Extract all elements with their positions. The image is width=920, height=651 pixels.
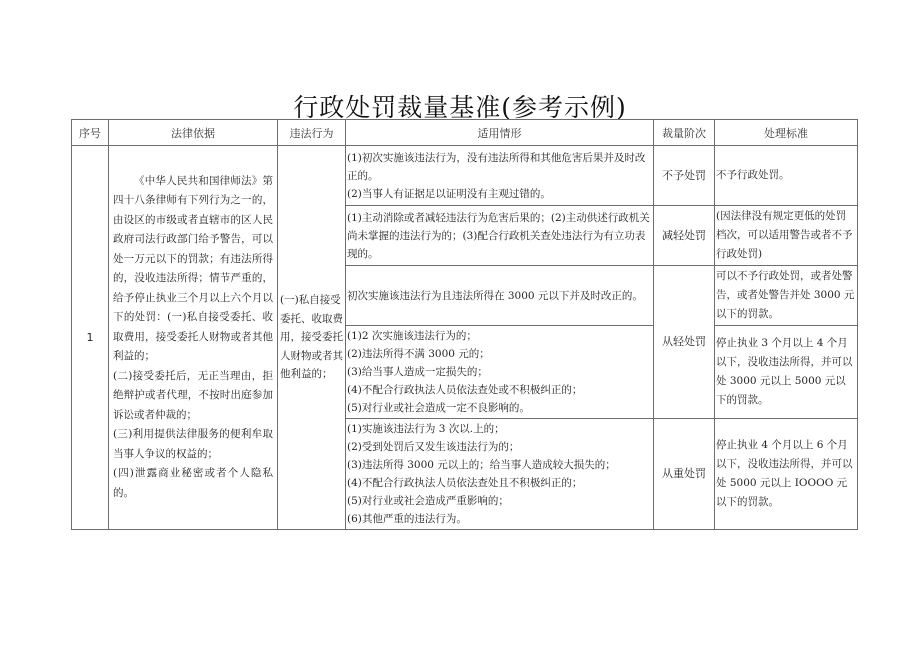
situation-item: (1)初次实施该违法行为，没有违法所得和其他危害后果并及时改正的。	[347, 151, 646, 182]
situation-cell: 初次实施该违法行为且违法所得在 3000 元以下并及时改正的。	[346, 266, 654, 326]
discretion-level-no-penalty: 不予处罚	[654, 146, 715, 206]
discretion-level-aggravated: 从重处罚	[654, 419, 715, 530]
standard-cell: (因法律没有规定更低的处罚档次，可以适用警告或者不予行政处罚)	[715, 206, 858, 266]
standard-cell: 停止执业 3 个月以上 4 个月以下，没收违法所得，并可以处 3000 元以上 5000 元以下的罚款。	[715, 326, 858, 419]
situation-item: (6)其他严重的违法行为。	[347, 513, 467, 525]
discretion-level-mitigated: 减轻处罚	[654, 206, 715, 266]
situation-item: (4)不配合行政执法人员依法查处或不积极纠正的；	[347, 384, 583, 396]
document-title: 行政处罚裁量基准(参考示例)	[293, 93, 627, 122]
standard-cell: 不予行政处罚。	[715, 146, 858, 206]
standard-cell: 停止执业 4 个月以上 6 个月以下，没收违法所得，并可以处 5000 元以上 IOOOO 元以下的罚款。	[715, 419, 858, 530]
situation-item: (3)给当事人造成一定损失的；	[347, 366, 488, 378]
situation-item: (2)受到处罚后又发生该违法行为的；	[347, 441, 520, 453]
header-handling-standard: 处理标准	[715, 120, 858, 146]
situation-cell	[346, 146, 654, 206]
legal-basis-intro: 《中华人民共和国律师法》第四十八条律师有下列行为之一的，由设区的市级或者直辖市的区人民政府司法行政部门给予警告，可以处一万元以下的罚款；有违法所得的，没收违法所得；情节严重的，给予停止执业三个月以上六个月以下的处罚：(一)私自接受委托、收取费用，接受委托人财物或者其他利益的；	[113, 174, 273, 363]
header-violation: 违法行为	[278, 120, 346, 146]
situation-item: (2)当事人有证据足以证明没有主观过错的。	[347, 187, 551, 200]
situation-item: (3)违法所得 3000 元以上的；给当事人造成较大损失的；	[347, 459, 616, 471]
table-header-row	[72, 120, 858, 146]
header-applicable-situation: 适用情形	[346, 120, 654, 146]
header-serial-number: 序号	[72, 120, 109, 146]
violation-cell: (一)私自接受委托、收取费用，接受委托人财物或者其他利益的；	[278, 146, 346, 530]
penalty-discretion-table	[71, 119, 858, 530]
header-discretion-level: 裁量阶次	[654, 120, 715, 146]
situation-cell	[346, 419, 654, 530]
serial-number-cell: 1	[72, 146, 109, 530]
situation-cell	[346, 326, 654, 419]
situation-item: (5)对行业或社会造成一定不良影响的。	[347, 402, 530, 414]
situation-cell: (1)主动消除或者减轻违法行为危害后果的；(2)主动供述行政机关尚未掌握的违法行为的；(3)配合行政机关查处违法行为有立功表现的。	[346, 206, 654, 266]
situation-item: (5)对行业或社会造成严重影响的；	[347, 495, 509, 507]
situation-item: (1)实施该违法行为 3 次以.上的；	[347, 423, 505, 435]
header-legal-basis: 法律依据	[109, 120, 278, 146]
legal-basis-item: (四)泄露商业秘密或者个人隐私的。	[113, 467, 273, 499]
legal-basis-item: (三)利用提供法律服务的便利牟取当事人争议的权益的；	[113, 428, 273, 460]
legal-basis-cell	[109, 146, 278, 530]
situation-item: (4)不配合行政执法人员依法查处且不积极纠正的；	[347, 477, 583, 489]
discretion-level-lenient: 从轻处罚	[654, 266, 715, 419]
table-row	[72, 146, 858, 206]
situation-item: (2)违法所得不满 3000 元的；	[347, 348, 490, 360]
situation-item: (1)2 次实施该违法行为的；	[347, 330, 477, 342]
legal-basis-item: (二)接受委托后，无正当理由，拒绝辩护或者代理，不按时出庭参加诉讼或者仲裁的；	[113, 369, 273, 421]
standard-cell: 可以不予行政处罚，或者处警告，或者处警告并处 3000 元以下的罚款。	[715, 266, 858, 326]
